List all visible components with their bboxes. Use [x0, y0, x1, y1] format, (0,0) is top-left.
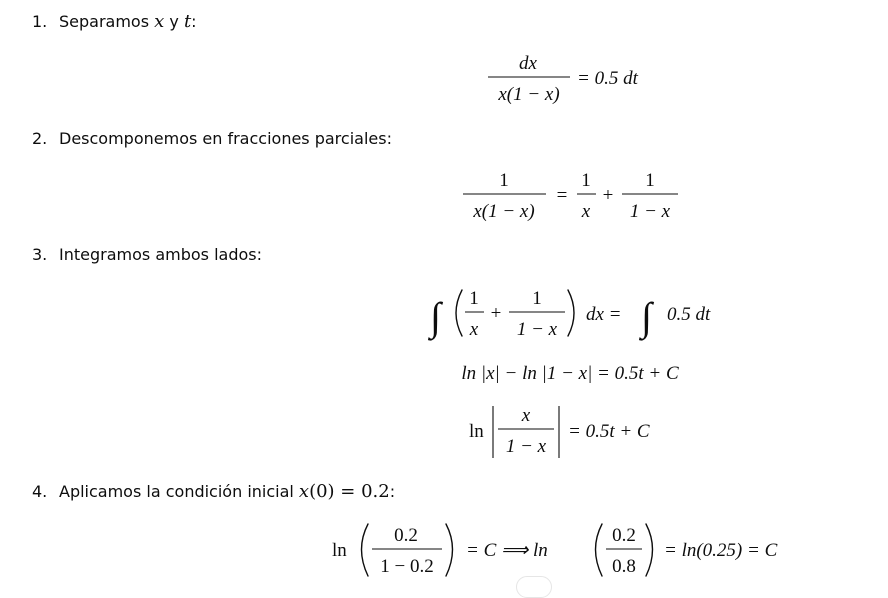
eq3-rhs-integral-sign: ∫: [641, 294, 652, 339]
math-var-x: x: [298, 481, 310, 502]
step-number: 4.: [32, 482, 48, 501]
step-2: [32, 129, 392, 149]
eq6-left-paren-1: [362, 524, 369, 576]
math-initial-value: = 0.2: [334, 481, 390, 502]
eq6-denominator-1: 1 − 0.2: [380, 556, 434, 577]
equation-log-fraction: [0, 400, 888, 460]
eq3-f1-numerator: 1: [469, 288, 479, 309]
eq6-numerator-1: 0.2: [394, 525, 418, 546]
scroll-down-button[interactable]: [516, 576, 552, 598]
eq3-f2-numerator: 1: [532, 288, 542, 309]
eq6-ln-left: ln: [332, 540, 347, 561]
eq2-f1-numerator: 1: [581, 170, 591, 191]
eq6-right-paren-1: [446, 524, 453, 576]
eq6-left-paren-2: [596, 524, 603, 576]
step-text: :: [389, 482, 396, 501]
eq6-numerator-2: 0.2: [612, 525, 636, 546]
eq3-left-paren: [456, 290, 462, 336]
eq1-numerator: dx: [519, 53, 537, 74]
eq3-rhs: 0.5 dt: [667, 304, 711, 325]
step-text: y: [164, 12, 184, 31]
eq6-rhs: = ln(0.25) = C: [664, 540, 778, 561]
eq6-right-paren-2: [646, 524, 653, 576]
eq2-plus: +: [602, 185, 614, 206]
step-number: 3.: [32, 245, 48, 264]
step-3: [32, 245, 262, 265]
eq1-denominator: x(1 − x): [498, 84, 560, 105]
step-text: Aplicamos la condición inicial: [59, 482, 299, 501]
equation-log-difference: [0, 356, 888, 390]
eq2-f2-denominator: 1 − x: [629, 201, 671, 222]
eq5-denominator: 1 − x: [505, 436, 547, 457]
eq1-rhs: = 0.5 dt: [577, 68, 638, 89]
step-text: Separamos: [59, 12, 155, 31]
math-var-x: x: [154, 11, 165, 32]
eq6-middle: = C ⟹ ln: [466, 540, 548, 561]
eq5-ln: ln: [469, 421, 484, 442]
math-initial-arg: (0): [309, 481, 335, 502]
eq2-f1-denominator: x: [581, 201, 591, 222]
eq3-integral-sign: ∫: [430, 294, 441, 339]
eq3-dx-equals: dx =: [586, 304, 622, 325]
eq4-text: ln |x| − ln |1 − x| = 0.5t + C: [461, 363, 679, 384]
step-4: [32, 482, 395, 502]
equation-separation: [0, 48, 888, 108]
step-text: :: [191, 12, 197, 31]
step-number: 2.: [32, 129, 48, 148]
eq2-equals: =: [556, 185, 568, 206]
eq2-f2-numerator: 1: [645, 170, 655, 191]
eq3-f2-denominator: 1 − x: [516, 319, 558, 340]
eq2-lhs-denominator: x(1 − x): [473, 201, 535, 222]
eq5-rhs: = 0.5t + C: [568, 421, 650, 442]
step-1: [32, 12, 197, 32]
eq2-lhs-numerator: 1: [499, 170, 509, 191]
equation-initial-condition: [0, 518, 888, 582]
equation-partial-fractions: [0, 164, 888, 224]
eq3-right-paren: [568, 290, 574, 336]
eq3-f1-denominator: x: [469, 319, 479, 340]
eq6-denominator-2: 0.8: [612, 556, 636, 577]
math-var-t: t: [183, 11, 192, 32]
step-text: Descomponemos en fracciones parciales:: [59, 129, 392, 148]
step-number: 1.: [32, 12, 48, 31]
eq3-plus: +: [490, 303, 502, 324]
step-text: Integramos ambos lados:: [59, 245, 262, 264]
equation-integral: [0, 282, 888, 342]
eq5-numerator: x: [521, 405, 531, 426]
